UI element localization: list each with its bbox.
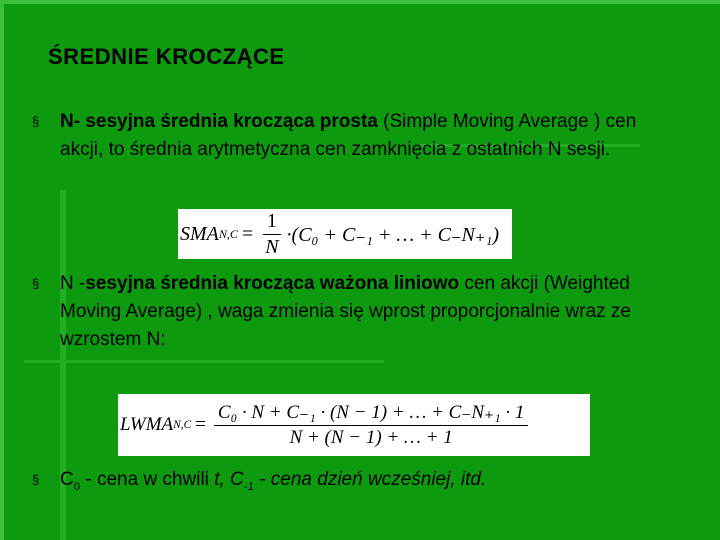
bullet-bold-term: N- sesyjna średnia krocząca prosta — [60, 111, 378, 132]
sma-formula — [178, 209, 512, 259]
sma-denominator: N — [265, 235, 279, 258]
lwma-numerator: C₀ · N + C₋₁ · (N − 1) + … + C₋N₊₁ · 1 — [214, 401, 529, 426]
bullet-description: cen akcji (Weighted Moving Average) , waga zmienia się wprost proporcjonalnie wraz ze wzrostem N: — [60, 273, 631, 350]
bullet-bold-term: sesyjna średnia krocząca ważona liniowo — [85, 273, 460, 294]
c1-symbol: C — [230, 469, 244, 490]
c1-subscript: -1 — [243, 480, 254, 493]
bullet-prefix: N - — [60, 273, 86, 294]
sma-lhs-sub: N,C — [218, 226, 238, 241]
c1-description: - cena dzień wcześniej, itd. — [253, 469, 487, 490]
bullet-text — [60, 466, 672, 501]
t-symbol: t — [214, 469, 220, 490]
lwma-lhs-sub: N,C — [173, 419, 192, 431]
separator: , — [219, 469, 231, 490]
c0-description: - cena w chwili — [80, 469, 215, 490]
bullet-lwma — [32, 270, 672, 354]
bullet-legend — [32, 466, 672, 501]
bullet-marker: § — [32, 276, 40, 291]
background-stripe — [0, 0, 720, 4]
lwma-formula — [118, 394, 590, 456]
bullet-text — [60, 108, 672, 164]
background-stripe — [0, 0, 4, 540]
c0-subscript: 0 — [73, 480, 81, 493]
background-stripe — [24, 360, 384, 363]
sma-equals: = — [241, 222, 254, 245]
bullet-marker: § — [32, 114, 40, 129]
lwma-equals: = — [195, 414, 206, 435]
c0-symbol: C — [60, 469, 74, 490]
lwma-denominator: N + (N − 1) + … + 1 — [289, 427, 453, 448]
sma-fraction — [261, 210, 282, 259]
bullet-text — [60, 270, 672, 354]
lwma-lhs: LWMA — [120, 414, 174, 435]
sma-rhs: ·(C₀ + C₋₁ + … + C₋N₊₁) — [286, 223, 500, 246]
slide-title: ŚREDNIE KROCZĄCE — [48, 44, 285, 69]
bullet-marker: § — [32, 472, 40, 487]
lwma-fraction — [214, 401, 529, 449]
sma-lhs: SMA — [180, 222, 219, 245]
bullet-sma — [32, 108, 672, 164]
bullet-description: (Simple Moving Average ) cen akcji, to średnia arytmetyczna cen zamknięcia z ostatnich N sesji. — [60, 111, 637, 160]
sma-numerator: 1 — [263, 210, 281, 235]
